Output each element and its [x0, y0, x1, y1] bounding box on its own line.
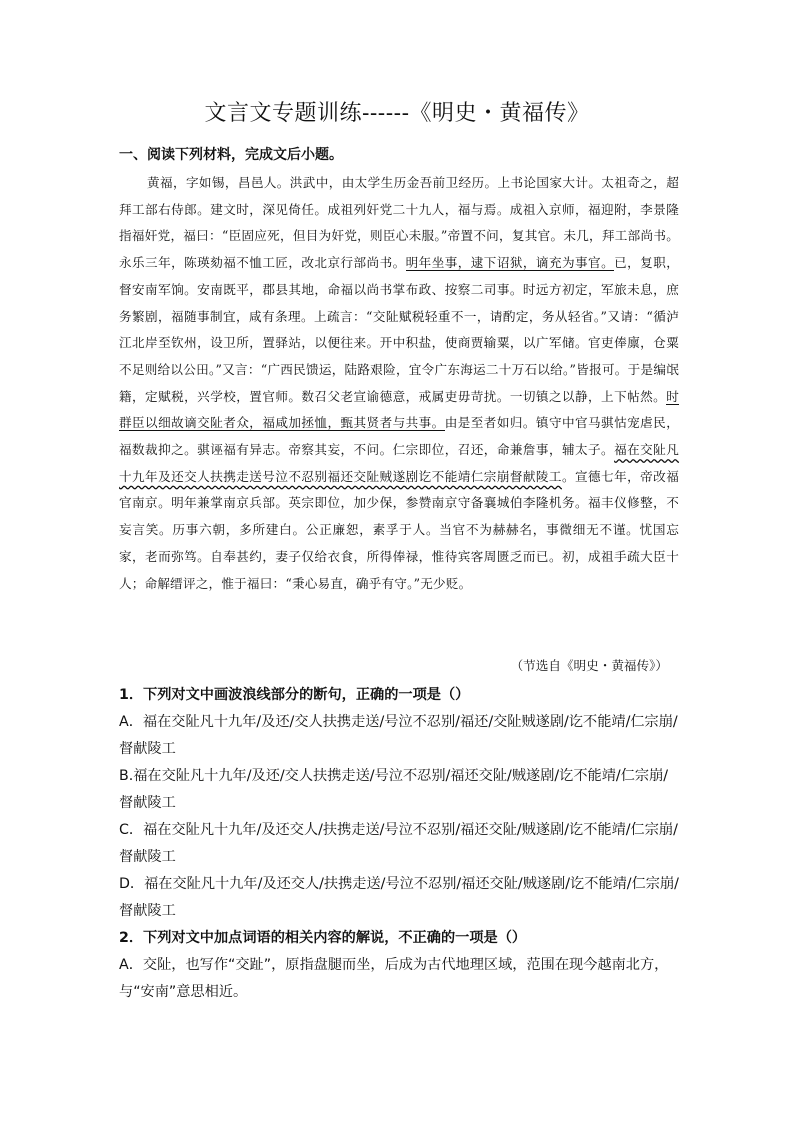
- question-2-option-a: A．交阯，也写作“交趾”，原指盘腿而坐，后成为古代地理区域，范围在现今越南北方，与“安南”意思相近。: [119, 957, 669, 1000]
- classical-passage: [119, 170, 679, 597]
- question-1-option-d: D．福在交阯凡十九年/及还交人/扶携走送/号泣不忍别/福还交阯/贼遂剧/讫不能靖/仁宗崩/督献陵工: [119, 876, 679, 919]
- wavy-underlined-sentence: 福在交阯凡十九年及还交人扶携走送号泣不忍别福还交阯贼遂剧讫不能靖仁宗崩督献陵工: [119, 442, 680, 484]
- source-citation: （节选自《明史・黄福传》）: [510, 658, 668, 673]
- passage-text-2: 已，复职，督安南军饷。安南既平，郡县其地，命福以尚书掌布政、按察二司事。时远方初定，军旅未息，庶务繁剧，福随事制宜，咸有条理。上疏言：“交阯赋税轻重不一，请酌定，务从轻省。”又请：“循泸江北岸至钦州，设卫所，置驿站，以便往来。开中积盐，使商贾输粟，以广军储。官吏俸廪，仓粟不足则给以公田。”又言：“广西民馈运，陆路艰险，宜令广东海运二十万石以给。”皆报可。于是编氓籍，定赋税，兴学校，置官师。数召父老宣谕德意，戒属吏毋苛扰。一切镇之以静，上下帖然。: [119, 255, 680, 404]
- page-title: 文言文专题训练------《明史・黄福传》: [204, 101, 590, 126]
- question-2: 2．下列对文中加点词语的相关内容的解说，不正确的一项是（）: [119, 930, 527, 946]
- passage-text-1: 黄福，字如锡，昌邑人。洪武中，由太学生历金吾前卫经历。上书论国家大计。太祖奇之，超拜工部右侍郎。建文时，深见倚任。成祖列奸党二十九人，福与焉。成祖入京师，福迎附，李景隆指福奸党，福曰：“臣固应死，但目为奸党，则臣心未服。”帝置不问，复其官。未几，拜工部尚书。永乐三年，陈瑛劾福不恤工匠，改北京行部尚书。: [119, 175, 679, 271]
- question-1: 1．下列对文中画波浪线部分的断句，正确的一项是（）: [119, 687, 470, 703]
- underlined-sentence-1: 明年坐事，逮下诏狱，谪充为事官。: [405, 255, 615, 271]
- question-1-option-c: C．福在交阯凡十九年/及还交人/扶携走送/号泣不忍别/福还交阯/贼遂剧/讫不能靖/仁宗崩/督献陵工: [119, 822, 678, 865]
- question-1-option-b: B.福在交阯凡十九年/及还/交人扶携走送/号泣不忍别/福还交阯/贼遂剧/讫不能靖/仁宗崩/督献陵工: [119, 768, 669, 811]
- question-1-option-a: A．福在交阯凡十九年/及还/交人扶携走送/号泣不忍别/福还/交阯贼遂剧/讫不能靖/仁宗崩/督献陵工: [119, 714, 678, 757]
- passage-text-3: 由是至者如归。镇守中官马骐怙宠虐民，福数裁抑之。骐诬福有异志。帝察其妄，不问。仁宗即位，召还，命兼詹事，辅太子。: [119, 415, 679, 458]
- underlined-sentence-2: 时群臣以细故谪交阯者众，福咸加拯恤，甄其贤者与共事。: [119, 388, 679, 431]
- questions: [119, 682, 679, 1006]
- section-heading: 一、阅读下列材料，完成文后小题。: [119, 147, 343, 163]
- passage-text-4: 。宣德七年，帝改福官南京。明年兼掌南京兵部。英宗即位，加少保，参赞南京守备襄城伯李隆机务。福丰仪修整，不妄言笑。历事六朝，多所建白。公正廉恕，素孚于人。当官不为赫赫名，事微细无不谨。忧国忘家，老而弥笃。自奉甚约，妻子仅给衣食，所得俸禄，惟待宾客周匮乏而已。初，成祖手疏大臣十人；命解缙评之，惟于福曰：“秉心易直，确乎有守。”无少贬。: [119, 468, 679, 591]
